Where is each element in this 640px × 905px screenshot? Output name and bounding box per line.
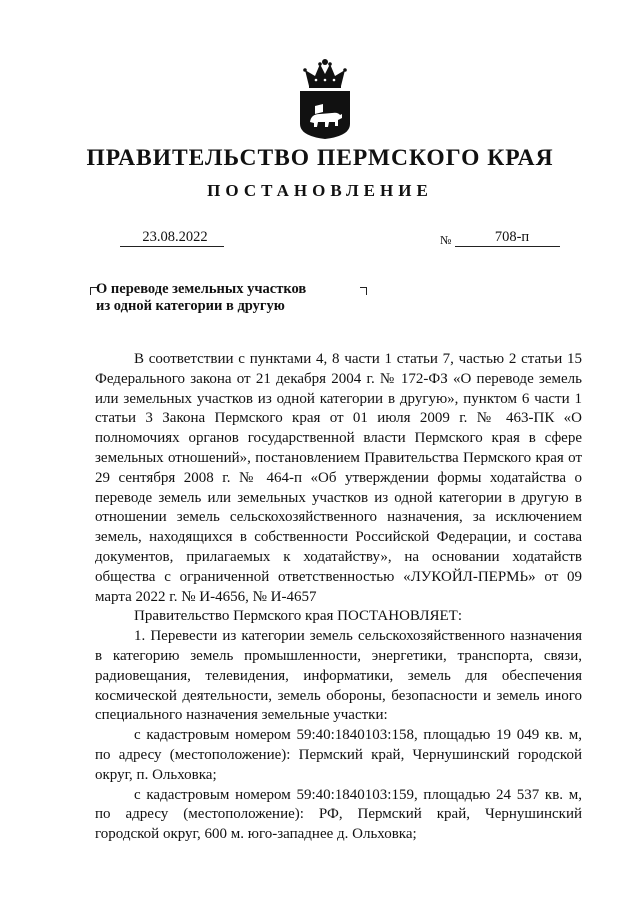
subject-line-2: из одной категории в другую — [96, 298, 285, 314]
date-underline — [120, 246, 224, 247]
paragraph-item-1: 1. Перевести из категории земель сельскохозяйственного назначения в категорию земель промышленности, энергетики, транспорта, связи, радиовещания, телевидения, информатики, земель для обеспечения космической деятельности, земель обороны, безопасности и земель иного специального назначения земельные участки: — [95, 628, 582, 724]
document-type: ПОСТАНОВЛЕНИЕ — [207, 181, 433, 200]
paragraph-plot-158: с кадастровым номером 59:40:1840103:158, площадью 19 049 кв. м, по адресу (местоположение): Пермский край, Чернушинский городской округ, п. Ольховка; — [95, 727, 582, 783]
number-sign: № — [440, 233, 452, 247]
paragraph-plot-159: с кадастровым номером 59:40:1840103:159, площадью 24 537 кв. м, по адресу (местоположение): РФ, Пермский край, Чернушинский городской округ, 600 м. юго-западнее д. Ольховка; — [95, 786, 582, 843]
document-body — [95, 350, 582, 845]
subject-corner-right — [360, 287, 367, 295]
paragraph-preamble: В соответствии с пунктами 4, 8 части 1 статьи 7, частью 2 статьи 15 Федерального закона от 21 декабря 2004 г. № 172-ФЗ «О переводе земель или земельных участков из одной категории в другую», пунктом 6 части 1 статьи 3 Закона Пермского края от 01 июля 2009 г. № 463-ПК «О полномочиях органов государственной власти Пермского края в сфере земельных отношений», постановлением Правительства Пермского края от 29 сентября 2008 г. № 464-п «Об утверждении формы ходатайства о переводе земель или земельных участков из одной категории в другую в отношении земель сельскохозяйственного назначения, за исключением земель, находящихся в собственности Российской Федерации, и состава документов, прилагаемых к ходатайству», на основании ходатайств общества с ограниченной ответственностью «ЛУКОЙЛ-ПЕРМЬ» от 09 марта 2022 г. № И-4656, № И-4657 — [95, 351, 582, 605]
coat-of-arms-icon — [296, 56, 354, 140]
document-subject — [96, 281, 356, 315]
subject-line-1: О переводе земельных участков — [96, 281, 307, 297]
number-underline — [455, 246, 560, 247]
document-number: 708-п — [494, 229, 530, 245]
paragraph-resolution: Правительство Пермского края ПОСТАНОВЛЯЕТ: — [134, 608, 463, 625]
organization-title: ПРАВИТЕЛЬСТВО ПЕРМСКОГО КРАЯ — [86, 145, 554, 171]
document-date: 23.08.2022 — [142, 229, 208, 245]
